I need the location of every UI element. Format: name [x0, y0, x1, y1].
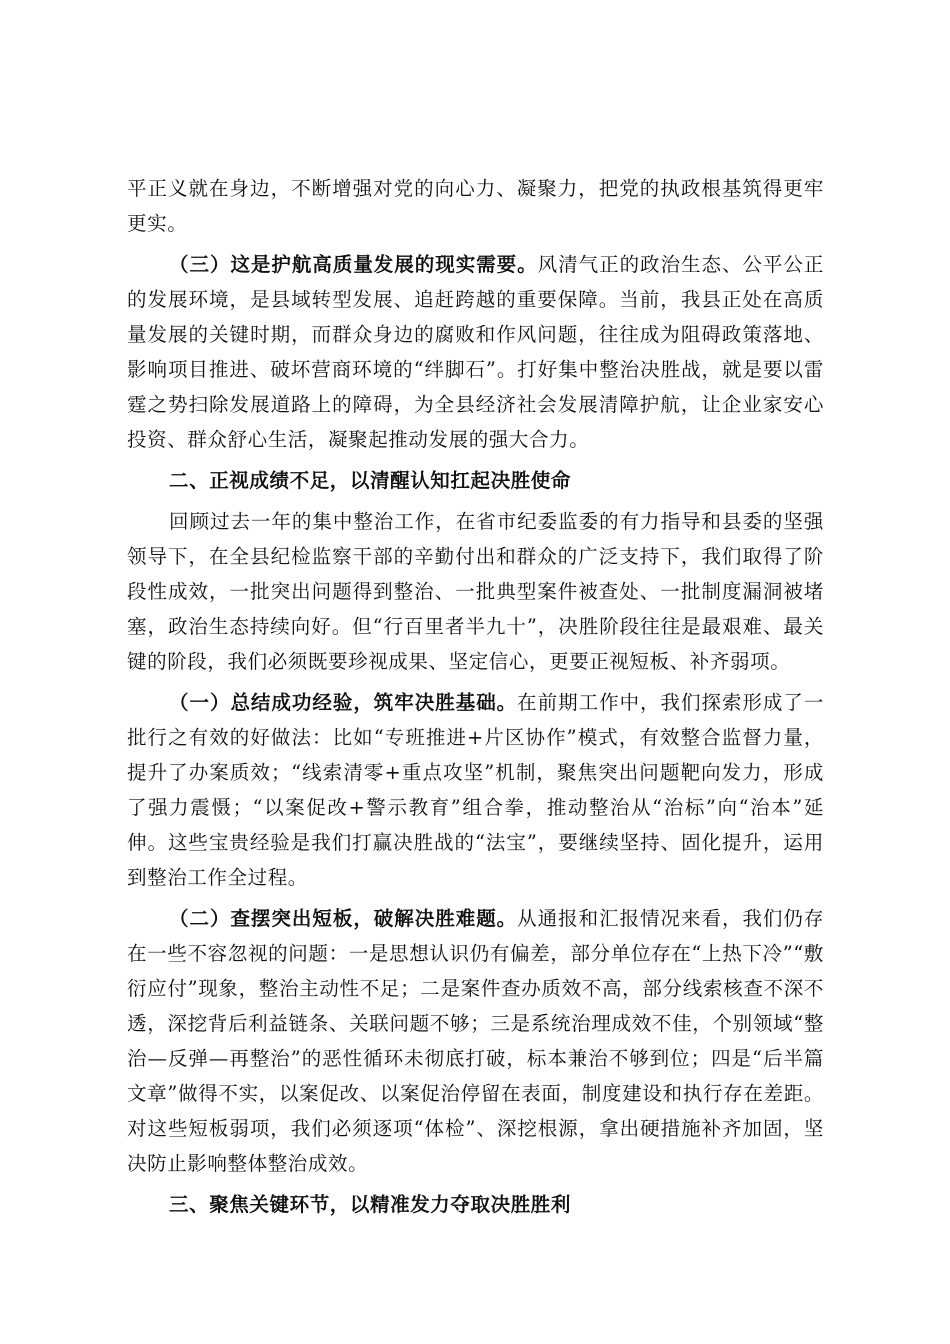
paragraph-section-1: [127, 685, 824, 895]
paragraph-lead-3: （三）这是护航高质量发展的现实需要。: [169, 253, 538, 276]
paragraph-section-3: [127, 247, 824, 457]
paragraph-lead-1: （一）总结成功经验，筑牢决胜基础。: [169, 691, 518, 714]
paragraph-body-3: 风清气正的政治生态、公平公正的发展环境，是县域转型发展、追赶跨越的重要保障。当前，我县正处在高质量发展的关键时期，而群众身边的腐败和作风问题，往往成为阻碍政策落地、影响项目推进、破坏营商环境的“绊脚石”。打好集中整治决胜战，就是要以雷霆之势扫除发展道路上的障碍，为全县经济社会发展清障护航，让企业家安心投资、群众舒心生活，凝聚起推动发展的强大合力。: [127, 253, 824, 451]
paragraph-review: 回顾过去一年的集中整治工作，在省市纪委监委的有力指导和县委的坚强领导下，在全县纪检监察干部的辛勤付出和群众的广泛支持下，我们取得了阶段性成效，一批突出问题得到整治、一批典型案件被查处、一批制度漏洞被堵塞，政治生态持续向好。但“行百里者半九十”，决胜阶段往往是最艰难、最关键的阶段，我们必须既要珍视成果、坚定信心，更要正视短板、补齐弱项。: [127, 510, 824, 673]
paragraph-body-1: 在前期工作中，我们探索形成了一批行之有效的好做法：比如“专班推进+片区协作”模式，有效整合监督力量，提升了办案质效；“线索清零+重点攻坚”机制，聚焦突出问题靶向发力，形成了强力震慑；“以案促改+警示教育”组合拳，推动整治从“治标”向“治本”延伸。这些宝贵经验是我们打赢决胜战的“法宝”，要继续坚持、固化提升，运用到整治工作全过程。: [127, 691, 824, 889]
paragraph-section-2: [127, 901, 824, 1181]
paragraph-lead-2: （二）查摆突出短板，破解决胜难题。: [169, 907, 518, 930]
paragraph-body-2: 从通报和汇报情况来看，我们仍存在一些不容忽视的问题：一是思想认识仍有偏差，部分单位存在“上热下冷”“敷衍应付”现象，整治主动性不足；二是案件查办质效不高，部分线索核查不深不透，深挖背后利益链条、关联问题不够；三是系统治理成效不佳，个别领域“整治—反弹—再整治”的恶性循环未彻底打破，标本兼治不够到位；四是“后半篇文章”做得不实，以案促改、以案促治停留在表面，制度建设和执行存在差距。对这些短板弱项，我们必须逐项“体检”、深挖根源，拿出硬措施补齐加固，坚决防止影响整体整治成效。: [127, 907, 824, 1175]
section-heading-3: 三、聚焦关键环节，以精准发力夺取决胜胜利: [169, 1193, 572, 1216]
paragraph-continuation: 平正义就在身边，不断增强对党的向心力、凝聚力，把党的执政根基筑得更牢更实。: [127, 177, 824, 235]
document-page: [127, 171, 824, 1222]
section-heading-2: 二、正视成绩不足，以清醒认知扛起决胜使命: [169, 469, 572, 492]
